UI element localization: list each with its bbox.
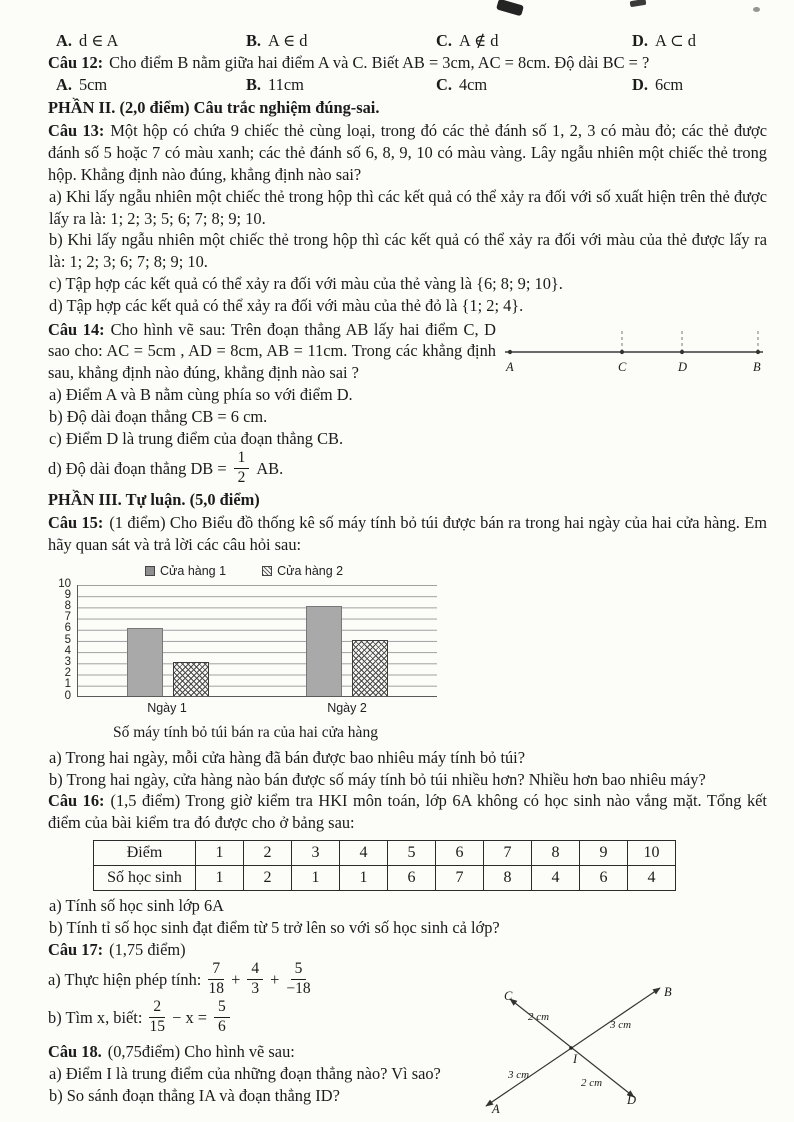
- math-middle: − x =: [172, 1007, 208, 1027]
- y-tick-label: 1: [64, 678, 71, 691]
- y-tick-label: 3: [64, 655, 71, 668]
- question-label: Câu 12:: [48, 52, 104, 72]
- q11-option-c: [436, 30, 632, 52]
- y-tick-label: 6: [64, 622, 71, 635]
- bar-shop2-day2: [352, 640, 388, 696]
- point-label-C: C: [618, 359, 627, 374]
- numerator: 4: [247, 961, 263, 980]
- math-prefix: b) Tìm x, biết:: [48, 1007, 143, 1027]
- table-cell: 1: [196, 840, 244, 865]
- q13-question: [48, 120, 767, 185]
- option-letter: A.: [56, 74, 72, 94]
- x-tick-label: Ngày 1: [147, 700, 187, 715]
- legend-swatch-solid: [145, 566, 155, 576]
- table-cell: 10: [628, 840, 676, 865]
- option-letter: D.: [632, 31, 648, 50]
- point-label-B: B: [664, 985, 672, 1000]
- denominator: 3: [251, 979, 260, 997]
- question-text: (0,75điểm) Cho hình vẽ sau:: [107, 1042, 295, 1062]
- q12-option-d: [632, 74, 767, 96]
- score-table: [93, 840, 676, 891]
- denominator: −18: [286, 979, 311, 997]
- numerator: 7: [208, 961, 224, 980]
- math-suffix: AB.: [256, 458, 284, 478]
- numerator: 5: [291, 961, 307, 980]
- q16-item-b: b) Tính tỉ số học sinh đạt điểm từ 5 trở lên so với số học sinh cả lớp?: [49, 917, 500, 937]
- table-cell: 6: [388, 865, 436, 890]
- fraction: [149, 999, 165, 1035]
- q11-option-b: [246, 30, 436, 52]
- table-row: [94, 865, 676, 890]
- q13-item-c: c) Tập hợp các kết quả có thể xảy ra đối với màu của thẻ vàng là {6; 8; 9; 10}.: [49, 273, 563, 293]
- q13-item-a: a) Khi lấy ngẫu nhiên một chiếc thẻ trong hộp thì các kết quả có thể xảy ra đối với số xuất hiện trên thẻ được lấy ra là: 1; 2; 3; 5; 6; 7; 8; 9; 10.: [49, 186, 767, 228]
- table-cell: 1: [292, 865, 340, 890]
- y-tick-label: 2: [64, 667, 71, 680]
- option-text: 5cm: [78, 74, 108, 94]
- question-label: Câu 14:: [48, 319, 105, 339]
- q11-option-a: [56, 30, 246, 52]
- q15-question: [48, 512, 767, 556]
- q14-block: [48, 319, 767, 488]
- question-label: Câu 13:: [48, 121, 105, 141]
- option-text: A ∉ d: [458, 31, 499, 50]
- q14-question: [48, 319, 496, 384]
- q12-options-row: [48, 74, 767, 96]
- q17-question: [48, 939, 767, 961]
- scan-artifact: [496, 0, 524, 16]
- question-text: Cho điểm B nằm giữa hai điểm A và C. Biết AB = 3cm, AC = 8cm. Độ dài BC = ?: [109, 52, 650, 72]
- point-dot: [620, 349, 624, 353]
- q18-item-b: b) So sánh đoạn thẳng IA và đoạn thẳng ID?: [49, 1086, 340, 1106]
- point-label-B: B: [753, 359, 761, 374]
- chart-legend: [145, 563, 455, 580]
- fraction: [214, 999, 230, 1035]
- y-tick-label: 10: [58, 577, 71, 590]
- y-tick-label: 7: [64, 611, 71, 624]
- question-points: (1,75 điểm): [109, 939, 186, 959]
- operator: +: [231, 969, 241, 989]
- y-tick-label: 8: [64, 599, 71, 612]
- fraction: [247, 961, 263, 997]
- scan-artifact: [630, 0, 647, 7]
- line-AB: [486, 988, 660, 1106]
- fraction: [286, 961, 310, 997]
- question-text: (1 điểm) Cho Biểu đồ thống kê số máy tính bỏ túi được bán ra trong hai ngày của hai cửa hàng. Em hãy quan sát và trả lời các câu hỏi sau:: [48, 513, 767, 555]
- q13-item-d: d) Tập hợp các kết quả có thể xảy ra đối với màu của thẻ đỏ là {1; 2; 4}.: [49, 295, 524, 315]
- question-label: Câu 18.: [48, 1042, 102, 1062]
- q12-option-a: [56, 74, 246, 96]
- point-I-dot: [569, 1047, 573, 1051]
- math-prefix: d) Độ dài đoạn thẳng DB =: [48, 458, 227, 478]
- point-label-A: A: [506, 359, 514, 374]
- segment-AB-figure: [502, 322, 767, 376]
- bar-shop1-day2: [306, 606, 342, 696]
- fraction: [208, 961, 224, 997]
- question-text: (1,5 điểm) Trong giờ kiểm tra HKI môn toán, lớp 6A không có học sinh nào vắng mặt. Tổng kết điểm của bài kiểm tra đó được cho ở bảng sau:: [48, 791, 767, 833]
- table-cell: 6: [580, 865, 628, 890]
- table-cell: 9: [580, 840, 628, 865]
- question-label: Câu 15:: [48, 513, 104, 533]
- option-text: d ∈ A: [78, 31, 119, 50]
- option-letter: C.: [436, 31, 452, 50]
- q15-item-b: b) Trong hai ngày, cửa hàng nào bán được số máy tính bỏ túi nhiều hơn? Nhiều hơn bao nhiêu máy?: [49, 769, 706, 789]
- option-text: A ⊂ d: [654, 31, 696, 50]
- denominator: 18: [208, 979, 224, 997]
- chart-y-axis: [55, 577, 77, 702]
- q11-options-row: [48, 30, 767, 52]
- bar-group-day1: [127, 628, 209, 695]
- point-label-D: D: [627, 1093, 637, 1108]
- table-cell: 7: [484, 840, 532, 865]
- table-row: [94, 840, 676, 865]
- math-prefix: a) Thực hiện phép tính:: [48, 969, 202, 989]
- q12-question: [48, 52, 767, 74]
- table-cell: 7: [436, 865, 484, 890]
- chart-caption: Số máy tính bỏ túi bán ra của hai cửa hàng: [113, 724, 378, 742]
- bar-chart: [55, 563, 455, 744]
- option-letter: B.: [246, 74, 262, 94]
- option-letter: C.: [436, 74, 452, 94]
- table-cell: 4: [628, 865, 676, 890]
- q18-item-a: a) Điểm I là trung điểm của những đoạn thẳng nào? Vì sao?: [49, 1064, 441, 1084]
- option-text: 11cm: [268, 74, 304, 94]
- q16-question: [48, 790, 767, 834]
- table-cell: 8: [484, 865, 532, 890]
- option-letter: B.: [246, 31, 262, 50]
- x-tick-label: Ngày 2: [327, 700, 367, 715]
- segment-ID-length: 2 cm: [581, 1077, 603, 1090]
- bar-shop2-day1: [173, 662, 209, 696]
- segment-AI-length: 3 cm: [508, 1069, 530, 1082]
- point-dot: [680, 349, 684, 353]
- q12-option-b: [246, 74, 436, 96]
- y-tick-label: 9: [64, 588, 71, 601]
- segment-IB-length: 3 cm: [610, 1019, 632, 1032]
- q13-item-b: b) Khi lấy ngẫu nhiên một chiếc thẻ trong hộp thì các kết quả có thể xảy ra đối với màu của thẻ được lấy ra là: 1; 2; 3; 6; 7; 8; 9; 10.: [49, 230, 767, 272]
- table-cell: 4: [532, 865, 580, 890]
- bar-shop1-day1: [127, 628, 163, 695]
- legend-swatch-hatched: [262, 566, 272, 576]
- q12-option-c: [436, 74, 632, 96]
- part3-heading: PHẦN III. Tự luận. (5,0 điểm): [48, 490, 260, 510]
- denominator: 15: [149, 1017, 166, 1035]
- point-label-I: I: [573, 1052, 578, 1067]
- q18-question: [48, 1041, 518, 1063]
- y-tick-label: 4: [64, 644, 71, 657]
- question-label: Câu 16:: [48, 791, 105, 811]
- y-tick-label: 0: [64, 689, 71, 702]
- q14-item-a: a) Điểm A và B nằm cùng phía so với điểm D.: [49, 385, 353, 404]
- option-text: 6cm: [654, 74, 684, 94]
- denominator: 2: [237, 468, 246, 486]
- question-text: Một hộp có chứa 9 chiếc thẻ cùng loại, trong đó các thẻ đánh số 1, 2, 3 có màu đỏ; các thẻ được đánh số 5 hoặc 7 có màu xanh; các thẻ đánh số 6, 8, 9, 10 có màu vàng. Lây ngẫu nhiên một chiếc thẻ trong hộp. Khẳng định nào đúng, khẳng định nào sai?: [48, 121, 767, 184]
- table-cell: 2: [244, 865, 292, 890]
- table-cell: 1: [340, 865, 388, 890]
- fraction: [234, 450, 250, 486]
- table-cell: 4: [340, 840, 388, 865]
- crossing-segments-figure: [484, 985, 689, 1115]
- point-label-A: A: [492, 1102, 500, 1117]
- table-cell: 5: [388, 840, 436, 865]
- bar-group-day2: [306, 606, 388, 696]
- option-text: A ∈ d: [268, 31, 308, 50]
- option-letter: A.: [56, 31, 72, 50]
- table-cell: 8: [532, 840, 580, 865]
- numerator: 5: [214, 999, 230, 1018]
- denominator: 6: [218, 1017, 226, 1035]
- table-cell: 6: [436, 840, 484, 865]
- option-text: 4cm: [458, 74, 488, 94]
- segment-CI-length: 2 cm: [528, 1011, 550, 1024]
- q14-item-b: b) Độ dài đoạn thẳng CB = 6 cm.: [49, 406, 268, 426]
- table-cell: 1: [196, 865, 244, 890]
- legend-item-2: [262, 563, 343, 580]
- q14-item-c: c) Điểm D là trung điểm của đoạn thẳng CB.: [49, 428, 344, 448]
- scan-artifact: [753, 7, 760, 12]
- chart-x-axis: [77, 700, 437, 717]
- q11-option-d: [632, 30, 767, 52]
- table-cell: 2: [244, 840, 292, 865]
- chart-plot-area: [55, 577, 455, 702]
- point-label-D: D: [678, 359, 688, 374]
- y-tick-label: 5: [64, 633, 71, 646]
- score-table-body: [94, 840, 676, 890]
- point-dot: [756, 349, 760, 353]
- q15-item-a: a) Trong hai ngày, mỗi cửa hàng đã bán được bao nhiêu máy tính bỏ túi?: [49, 747, 526, 767]
- chart-plot: [77, 585, 437, 697]
- table-cell: Điểm: [94, 840, 196, 865]
- question-label: Câu 17:: [48, 939, 104, 959]
- legend-label: Cửa hàng 2: [277, 563, 344, 578]
- q16-item-a: a) Tính số học sinh lớp 6A: [49, 895, 224, 915]
- point-dot: [508, 349, 512, 353]
- numerator: 2: [149, 999, 165, 1018]
- question-text: Cho hình vẽ sau: Trên đoạn thẳng AB lấy hai điểm C, D sao cho: AC = 5cm , AD = 8cm, AB = 11cm. Trong các khẳng định sau, khẳng định nào đúng, khẳng định nào sai ?: [48, 319, 496, 383]
- legend-label: Cửa hàng 1: [160, 563, 227, 578]
- q14-item-d: [48, 449, 767, 487]
- operator: +: [270, 969, 280, 989]
- point-label-C: C: [504, 989, 513, 1004]
- table-cell: 3: [292, 840, 340, 865]
- option-letter: D.: [632, 74, 648, 94]
- numerator: 1: [234, 450, 250, 469]
- legend-item-1: [145, 563, 226, 580]
- part2-heading: PHẦN II. (2,0 điểm) Câu trắc nghiệm đúng-sai.: [48, 98, 380, 118]
- table-cell: Số học sinh: [94, 865, 196, 890]
